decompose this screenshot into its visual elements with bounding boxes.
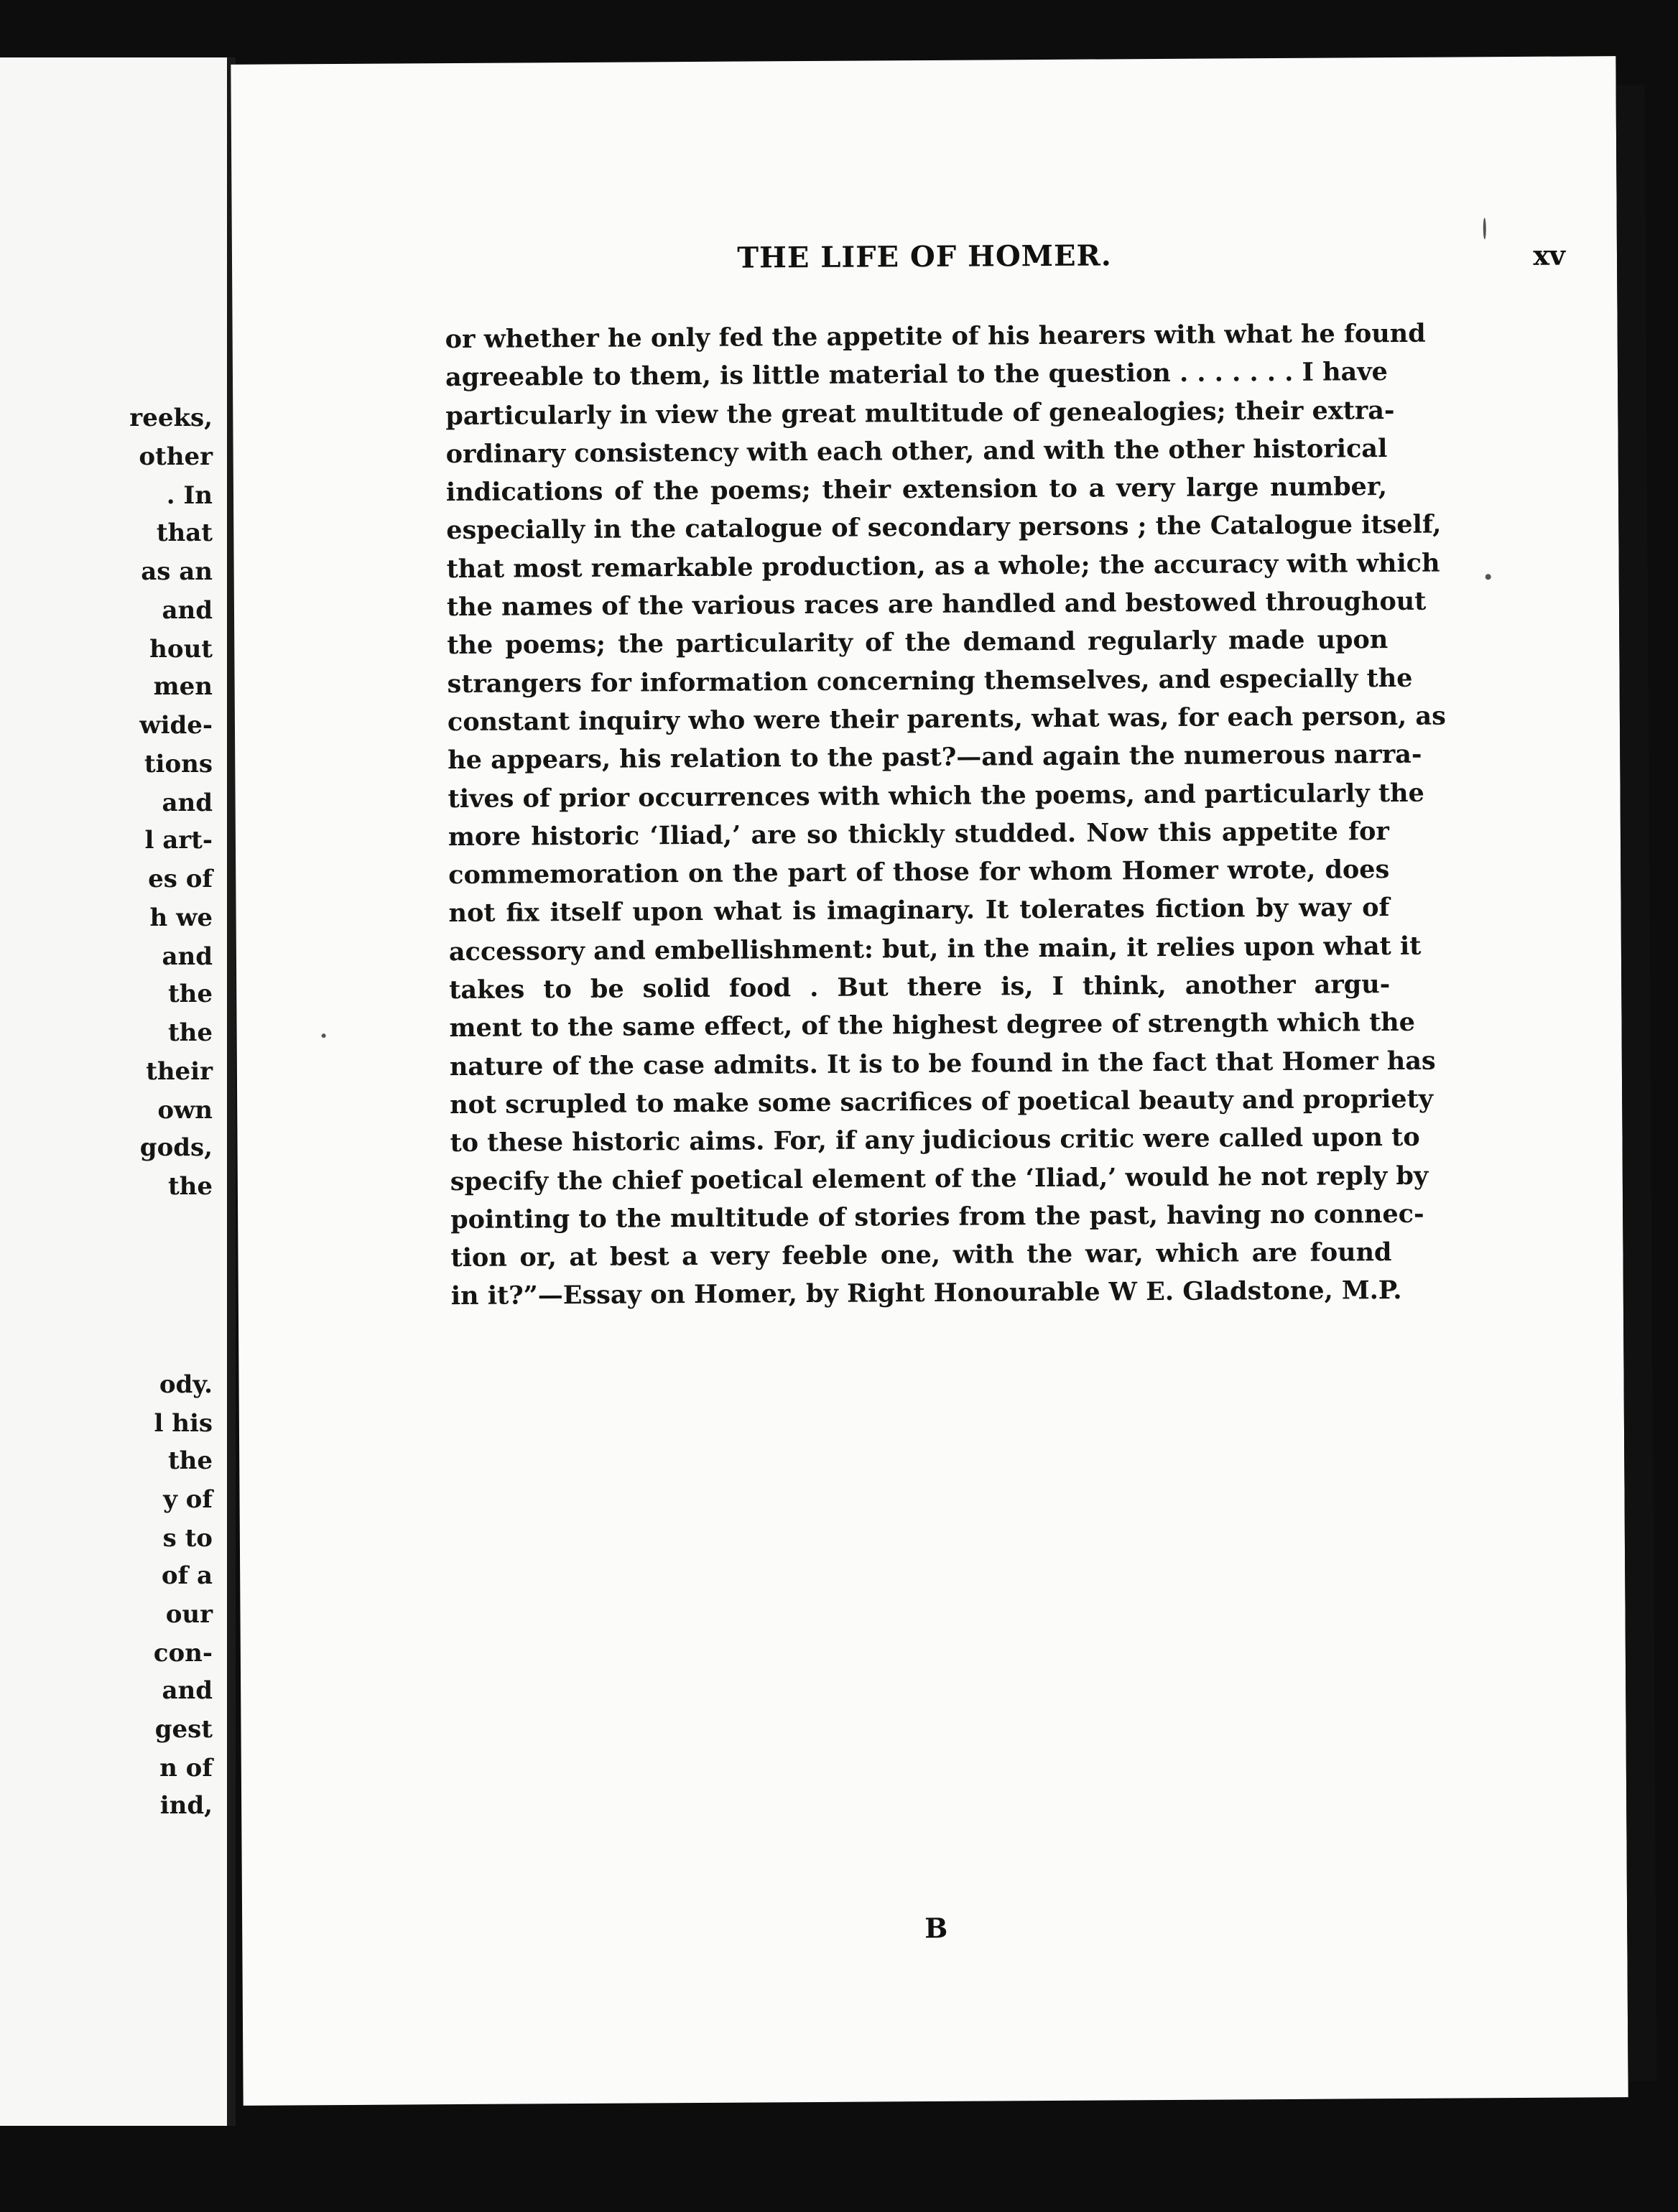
text-line: especially in the catalogue of secondary persons ; the Catalogue itself, <box>446 510 1442 546</box>
text-line: constant inquiry who were their parents, what was, for each person, as <box>447 701 1446 738</box>
text-line: or whether he only fed the appetite of his hearers with what he found <box>445 318 1426 355</box>
left-page-fragment: and <box>162 596 213 625</box>
text-line: particularly in view the great multitude of genealogies; their extra- <box>445 395 1395 431</box>
text-line: pointing to the multitude of stories from the past, having no connec- <box>450 1199 1424 1235</box>
left-page-fragment: l art- <box>144 826 213 855</box>
text-line: more historic ‘Iliad,’ are so thickly studded. Now this appetite for <box>448 816 1390 852</box>
body-text <box>445 315 1446 1316</box>
scan-speck <box>322 1033 326 1038</box>
left-page-fragment: es of <box>148 865 213 893</box>
text-line: ordinary consistency with each other, and with the other historical <box>445 433 1388 469</box>
text-line: ment to the same effect, of the highest degree of strength which the <box>449 1008 1416 1044</box>
text-line: tives of prior occurrences with which the poems, and particularly the <box>448 778 1424 814</box>
left-page-fragment: as an <box>141 557 213 586</box>
text-line: to these historic aims. For, if any judicious critic were called upon to <box>450 1123 1420 1158</box>
text-line: agreeable to them, is little material to the question . . . . . . . I have <box>445 357 1388 393</box>
page-edge-shadow <box>1616 85 1657 2081</box>
left-page-fragment: the <box>167 1018 213 1047</box>
right-page <box>231 56 1628 2106</box>
text-line: the poems; the particularity of the demand regularly made upon <box>447 625 1389 661</box>
text-line: commemoration on the part of those for whom Homer wrote, does <box>448 855 1390 891</box>
left-page-fragment: the <box>167 980 213 1008</box>
scan-speck <box>1485 574 1491 580</box>
left-page-fragment: n of <box>159 1754 213 1783</box>
left-page-fragment: the <box>167 1446 213 1475</box>
left-page-fragment: that <box>156 519 213 547</box>
left-page-fragment: tions <box>144 750 213 779</box>
text-line: specify the chief poetical element of the ‘Iliad,’ would he not reply by <box>450 1161 1429 1196</box>
running-head: THE LIFE OF HOMER. <box>737 238 1112 275</box>
left-page-fragment: their <box>146 1057 213 1086</box>
text-line: indications of the poems; their extension to a very large number, <box>445 472 1388 508</box>
text-line: nature of the case admits. It is to be found in the fact that Homer has <box>449 1046 1436 1082</box>
left-page-fragment: wide- <box>139 711 213 740</box>
text-line: that most remarkable production, as a whole; the accuracy with which <box>446 548 1440 584</box>
left-page-fragment: of a <box>161 1561 213 1590</box>
left-page-fragment: con- <box>153 1639 213 1668</box>
left-page-fragment: and <box>162 789 213 817</box>
left-page-fragment: the <box>167 1172 213 1201</box>
left-page-fragment: ody. <box>159 1370 213 1399</box>
left-page-edge <box>0 57 228 2126</box>
left-page-fragment: other <box>139 442 213 471</box>
left-page-fragment: l his <box>154 1409 213 1438</box>
left-page-fragment: men <box>153 672 213 701</box>
left-page-fragment: gods, <box>139 1133 213 1162</box>
left-page-fragment: reeks, <box>129 404 213 432</box>
page-number: xv <box>1533 238 1566 271</box>
text-line: he appears, his relation to the past?—and again the numerous narra- <box>448 740 1422 776</box>
left-page-fragment: s to <box>162 1524 213 1553</box>
text-line: not fix itself upon what is imaginary. It tolerates fiction by way of <box>448 893 1390 929</box>
left-page-fragment: hout <box>149 635 213 664</box>
text-line: strangers for information concerning themselves, and especially the <box>447 663 1413 699</box>
text-line: not scrupled to make some sacrifices of poetical beauty and propriety <box>450 1084 1434 1120</box>
left-page-fragment: ind, <box>159 1791 213 1820</box>
signature-mark: B <box>924 1911 948 1945</box>
left-page-fragment: own <box>157 1096 213 1125</box>
left-page-fragment: and <box>162 942 213 971</box>
left-page-fragment: our <box>165 1600 213 1629</box>
left-page-fragment: and <box>162 1676 213 1705</box>
text-line: the names of the various races are handled and bestowed throughout <box>446 586 1427 623</box>
left-page-fragment: h we <box>149 903 213 932</box>
text-line: accessory and embellishment: but, in the main, it relies upon what it <box>448 931 1422 967</box>
text-line: in it?”—Essay on Homer, by Right Honourable W E. Gladstone, M.P. <box>450 1275 1402 1311</box>
left-page-fragment: . In <box>166 481 213 510</box>
scan-speck <box>1483 218 1486 239</box>
left-page-fragment: gest <box>154 1715 213 1744</box>
text-line: takes to be solid food . But there is, I think, another argu- <box>449 970 1391 1005</box>
text-line: tion or, at best a very feeble one, with the war, which are found <box>450 1237 1392 1273</box>
left-page-fragment: y of <box>163 1485 213 1514</box>
